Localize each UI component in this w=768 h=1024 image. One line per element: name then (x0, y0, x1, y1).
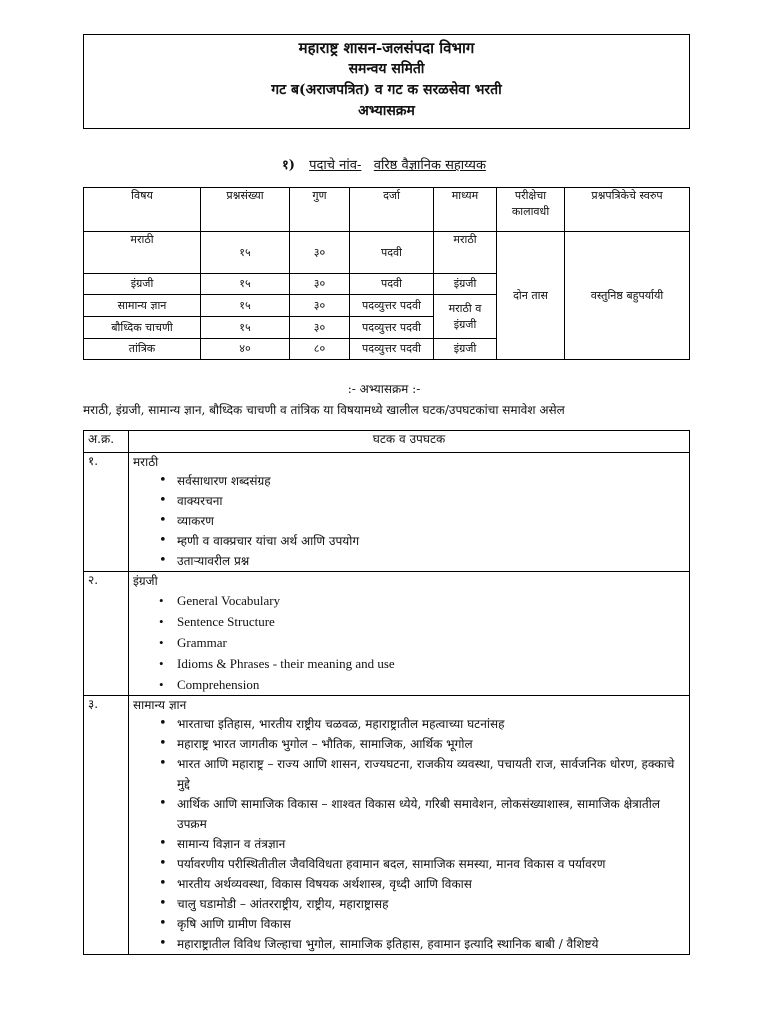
list-item: • Sentence Structure (177, 611, 685, 632)
medium-cell: मराठी (434, 232, 497, 274)
list-item: • महाराष्ट्र भारत जागतीक भुगोल – भौतिक, सामाजिक, आर्थिक भूगोल (177, 734, 685, 754)
list-item: • भारत आणि महाराष्ट्र – राज्य आणि शासन, राज्यघटना, राजकीय व्यवस्था, पचायती राज, सार्वजनिक धोरण, हक्काचे मुद्दे (177, 754, 685, 794)
marks-cell: ३० (290, 232, 350, 274)
section-title: सामान्य ज्ञान (133, 698, 187, 712)
serial-cell: १. (84, 453, 129, 572)
list-item: • सामान्य विज्ञान व तंत्रज्ञान (177, 834, 685, 854)
list-item: • उताऱ्यावरील प्रश्न (177, 551, 685, 571)
level-cell: पदव्युत्तर पदवी (350, 339, 434, 360)
table-row (84, 232, 690, 274)
section-title: मराठी (133, 455, 159, 469)
serial-header: अ.क्र. (84, 431, 129, 453)
header-cell: माध्यम (434, 188, 497, 232)
marks-cell: ३० (290, 317, 350, 339)
post-name-line (0, 156, 768, 176)
questions-cell: ४० (201, 339, 290, 360)
subject-cell: मराठी (84, 232, 201, 274)
list-item: • कृषि आणि ग्रामीण विकास (177, 914, 685, 934)
post-number: १) (282, 158, 295, 173)
marks-cell: ८० (290, 339, 350, 360)
topic-list (133, 714, 685, 954)
syllabus-table (83, 430, 690, 955)
list-item: • General Vocabulary (177, 590, 685, 611)
table-header-row (84, 431, 690, 453)
subject-cell: तांत्रिक (84, 339, 201, 360)
list-item: • व्याकरण (177, 511, 685, 531)
document-header (83, 34, 690, 129)
list-item: • भारतीय अर्थव्यवस्था, विकास विषयक अर्थशास्त्र, वृध्दी आणि विकास (177, 874, 685, 894)
list-item: • Grammar (177, 632, 685, 653)
medium-cell: मराठी व इंग्रजी (434, 295, 497, 339)
exam-pattern-table (83, 187, 690, 360)
section-title: इंग्रजी (133, 574, 158, 588)
topics-header: घटक व उपघटक (129, 431, 690, 453)
post-label: पदाचे नांव- (309, 158, 362, 173)
post-name: वरिष्ठ वैज्ञानिक सहाय्यक (373, 158, 486, 173)
section-cell (129, 696, 690, 955)
header-cell: विषय (84, 188, 201, 232)
level-cell: पदवी (350, 232, 434, 274)
duration-cell: दोन तास (497, 232, 565, 360)
level-cell: पदव्युत्तर पदवी (350, 295, 434, 317)
list-item: • महाराष्ट्रातील विविध जिल्हाचा भुगोल, सामाजिक इतिहास, हवामान इत्यादि स्थानिक बाबी / वैशिष्टये (177, 934, 685, 954)
medium-cell: इंग्रजी (434, 339, 497, 360)
subject-cell: बौध्दिक चाचणी (84, 317, 201, 339)
list-item: • Idioms & Phrases - their meaning and use (177, 653, 685, 674)
header-cell: प्रश्नपत्रिकेचे स्वरुप (565, 188, 690, 232)
medium-cell: इंग्रजी (434, 274, 497, 295)
marks-cell: ३० (290, 274, 350, 295)
level-cell: पदवी (350, 274, 434, 295)
questions-cell: १५ (201, 317, 290, 339)
questions-cell: १५ (201, 274, 290, 295)
committee-title: समन्वय समिती (348, 61, 425, 77)
table-row (84, 572, 690, 696)
table-row (84, 453, 690, 572)
topic-list (133, 590, 685, 695)
syllabus-intro: मराठी, इंग्रजी, सामान्य ज्ञान, बौध्दिक चाचणी व तांत्रिक या विषयामध्ये खालील घटक/उपघटकांचा समावेश असेल (83, 403, 565, 417)
list-item: • चालु घडामोडी – आंतरराष्ट्रीय, राष्ट्रीय, महाराष्ट्रासह (177, 894, 685, 914)
list-item: • भारताचा इतिहास, भारतीय राष्ट्रीय चळवळ, महाराष्ट्रातील महत्वाच्या घटनांसह (177, 714, 685, 734)
level-cell: पदव्युत्तर पदवी (350, 317, 434, 339)
list-item: • पर्यावरणीय परीस्थितीतील जैवविविधता हवामान बदल, सामाजिक समस्या, मानव विकास व पर्यावरण (177, 854, 685, 874)
syllabus-title: अभ्यासक्रम (358, 103, 415, 119)
header-cell: दर्जा (350, 188, 434, 232)
list-item: • म्हणी व वाक्प्रचार यांचा अर्थ आणि उपयोग (177, 531, 685, 551)
marks-cell: ३० (290, 295, 350, 317)
topic-list (133, 471, 685, 571)
questions-cell: १५ (201, 232, 290, 274)
syllabus-heading: :- अभ्यासक्रम :- (347, 382, 421, 396)
format-cell: वस्तुनिष्ठ बहुपर्यायी (565, 232, 690, 360)
serial-cell: ३. (84, 696, 129, 955)
list-item: • Comprehension (177, 674, 685, 695)
header-cell: प्रश्नसंख्या (201, 188, 290, 232)
list-item: • सर्वसाधारण शब्दसंग्रह (177, 471, 685, 491)
subject-cell: सामान्य ज्ञान (84, 295, 201, 317)
table-row (84, 696, 690, 955)
section-cell (129, 453, 690, 572)
header-cell: परीक्षेचा कालावधी (497, 188, 565, 232)
subject-cell: इंग्रजी (84, 274, 201, 295)
questions-cell: १५ (201, 295, 290, 317)
section-cell (129, 572, 690, 696)
serial-cell: २. (84, 572, 129, 696)
list-item: • आर्थिक आणि सामाजिक विकास – शाश्वत विकास ध्येये, गरिबी समावेशन, लोकसंख्याशास्त्र, सामाजिक क्षेत्रातील उपक्रम (177, 794, 685, 834)
department-title: महाराष्ट्र शासन-जलसंपदा विभाग (298, 39, 475, 57)
list-item: • वाक्यरचना (177, 491, 685, 511)
table-header-row (84, 188, 690, 232)
header-cell: गुण (290, 188, 350, 232)
recruitment-title: गट ब(अराजपत्रित) व गट क सरळसेवा भरती (271, 82, 502, 98)
